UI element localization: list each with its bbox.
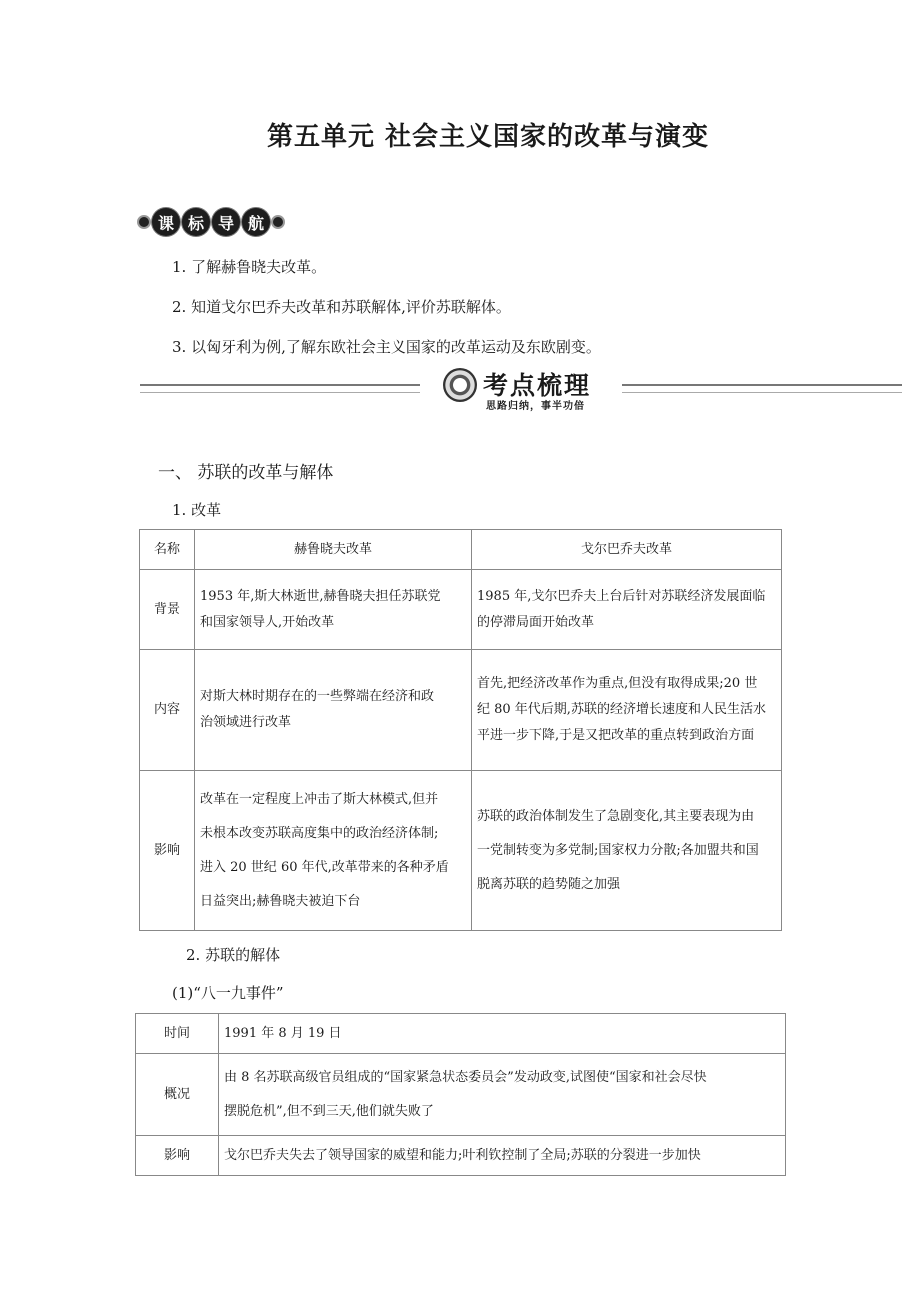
- cell-line: 苏联的政治体制发生了急剧变化,其主要表现为由: [477, 808, 755, 824]
- cell-line: 和国家领导人,开始改革: [200, 614, 335, 630]
- cell-line: 日益突出;赫鲁晓夫被迫下台: [200, 893, 361, 909]
- cell-line: 摆脱危机”,但不到三天,他们就失败了: [224, 1103, 434, 1119]
- goal-item: 3. 以匈牙利为例,了解东欧社会主义国家的改革运动及东欧剧变。: [172, 338, 601, 356]
- row-label: 影响: [136, 1136, 219, 1176]
- table-header: 名称: [140, 530, 195, 570]
- row-label: 影响: [140, 771, 195, 931]
- divider-right: [622, 384, 902, 393]
- page-title: 第五单元 社会主义国家的改革与演变: [266, 122, 710, 152]
- compass-icon: [443, 368, 477, 402]
- table-cell: [219, 1014, 786, 1054]
- table-cell: [195, 650, 472, 771]
- table-header: 赫鲁晓夫改革: [195, 530, 472, 570]
- table-row: [140, 570, 782, 650]
- cell-line: 的停滞局面开始改革: [477, 614, 595, 630]
- cell-line: 1991 年 8 月 19 日: [224, 1025, 342, 1041]
- section-heading: 一、 苏联的改革与解体: [158, 463, 334, 483]
- cell-line: 未根本改变苏联高度集中的政治经济体制;: [200, 825, 439, 841]
- seal-char: 课: [152, 208, 180, 236]
- cell-line: 一党制转变为多党制;国家权力分散;各加盟共和国: [477, 842, 759, 858]
- cell-line: 首先,把经济改革作为重点,但没有取得成果;20 世: [477, 676, 758, 691]
- table-cell: [219, 1054, 786, 1136]
- table-cell: [195, 771, 472, 931]
- cell-line: 1985 年,戈尔巴乔夫上台后针对苏联经济发展面临: [477, 588, 766, 604]
- bullet-dot-icon: [271, 215, 285, 229]
- seal-char: 航: [242, 208, 270, 236]
- row-label: 时间: [136, 1014, 219, 1054]
- goal-item: 1. 了解赫鲁晓夫改革。: [172, 258, 327, 276]
- cell-line: 改革在一定程度上冲击了斯大林模式,但并: [200, 791, 439, 807]
- kaodian-title: 考点梳理: [483, 371, 592, 400]
- cell-line: 对斯大林时期存在的一些弊端在经济和政: [200, 689, 435, 704]
- cell-line: 平进一步下降,于是又把改革的重点转到政治方面: [477, 728, 755, 743]
- table-row: [136, 1054, 786, 1136]
- table-row: [136, 1136, 786, 1176]
- cell-line: 纪 80 年代后期,苏联的经济增长速度和人民生活水: [477, 702, 766, 717]
- table-header: 戈尔巴乔夫改革: [472, 530, 782, 570]
- cell-line: 由 8 名苏联高级官员组成的“国家紧急状态委员会”发动政变,试图使“国家和社会尽快: [224, 1069, 707, 1085]
- cell-line: 1953 年,斯大林逝世,赫鲁晓夫担任苏联党: [200, 588, 441, 604]
- table-cell: [219, 1136, 786, 1176]
- table-cell: [472, 771, 782, 931]
- cell-line: 治领域进行改革: [200, 715, 292, 730]
- row-label: 概况: [136, 1054, 219, 1136]
- kaodian-subtitle: 思路归纳，事半功倍: [486, 401, 585, 412]
- row-label: 内容: [140, 650, 195, 771]
- seal-char: 标: [182, 208, 210, 236]
- august-coup-table: [135, 1013, 786, 1176]
- sub-heading: (1)“八一九事件”: [172, 984, 284, 1002]
- bullet-dot-icon: [137, 215, 151, 229]
- row-label: 背景: [140, 570, 195, 650]
- table-cell: [472, 650, 782, 771]
- divider-left: [140, 384, 420, 393]
- cell-line: 进入 20 世纪 60 年代,改革带来的各种矛盾: [200, 859, 449, 875]
- table-cell: [472, 570, 782, 650]
- cell-line: 戈尔巴乔夫失去了领导国家的威望和能力;叶利钦控制了全局;苏联的分裂进一步加快: [224, 1147, 701, 1163]
- sub-heading: 2. 苏联的解体: [186, 946, 281, 964]
- table-row: [140, 650, 782, 771]
- sub-heading: 1. 改革: [172, 501, 222, 519]
- reform-table: [139, 529, 782, 931]
- goal-item: 2. 知道戈尔巴乔夫改革和苏联解体,评价苏联解体。: [172, 298, 511, 316]
- cell-line: 脱离苏联的趋势随之加强: [477, 876, 621, 892]
- table-row: [136, 1014, 786, 1054]
- table-row: [140, 771, 782, 931]
- table-cell: [195, 570, 472, 650]
- kebiao-banner: [137, 207, 285, 237]
- seal-char: 导: [212, 208, 240, 236]
